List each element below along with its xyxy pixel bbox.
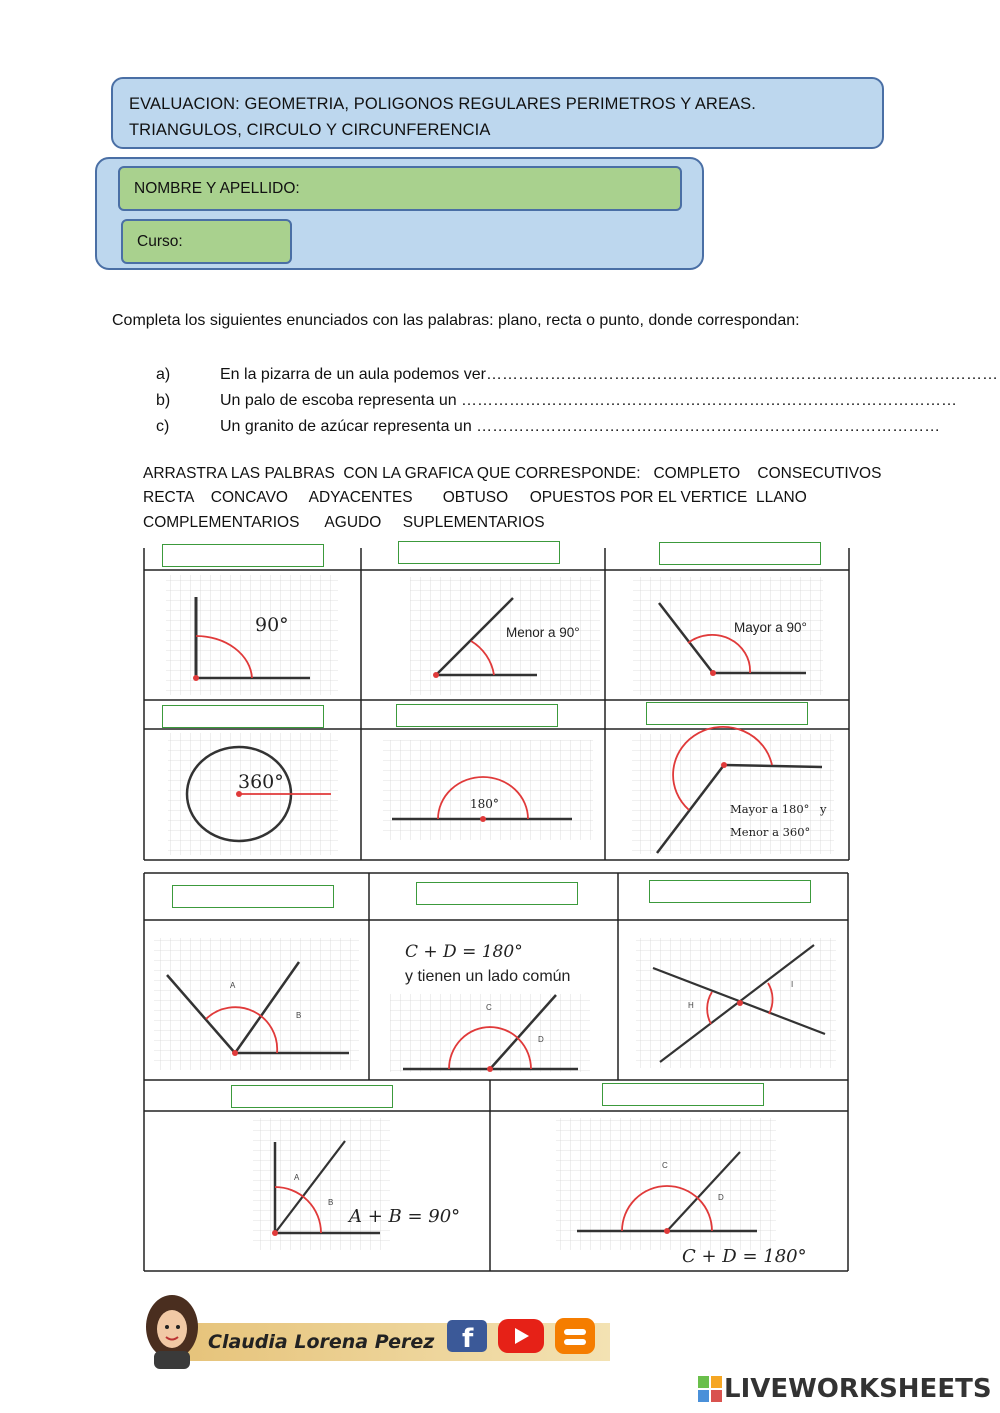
full-angle-figure [168,733,338,855]
right-angle-label: 90° [255,614,289,636]
consecutive-angles-figure [154,938,359,1070]
answer-box-right-angle[interactable] [162,544,324,567]
item-a-letter: a) [156,366,171,383]
author-banner [140,1293,615,1373]
blogger-icon [555,1318,595,1354]
acute-angle-label: Menor a 90° [506,625,580,640]
answer-box-consecutive[interactable] [172,885,334,908]
supplementary-equation: C + D = 180° [682,1246,807,1267]
worksheet-title: EVALUACION: GEOMETRIA, POLIGONOS REGULARES PERIMETROS Y AREAS. TRIANGULOS, CIRCULO Y CIRCUNFERENCIA [111,77,884,149]
obtuse-angle-label: Mayor a 90° [734,620,807,635]
reflex-angle-label-1: Mayor a 180° [730,802,810,816]
author-name: Claudia Lorena Perez [208,1331,435,1353]
svg-text:f: f [462,1324,474,1354]
adjacent-equation: C + D = 180° [405,942,523,962]
answer-box-complementary[interactable] [231,1085,393,1108]
obtuse-angle-figure [633,577,823,695]
answer-box-straight-angle[interactable] [396,704,558,727]
supplementary-label-d: D [718,1193,724,1202]
answer-box-obtuse-angle[interactable] [659,542,821,565]
liveworksheets-brand: LIVEWORKSHEETS [724,1374,992,1404]
answer-box-supplementary[interactable] [602,1083,764,1106]
answer-box-acute-angle[interactable] [398,541,560,564]
answer-box-vertical[interactable] [649,880,811,903]
straight-angle-figure [383,740,593,840]
reflex-angle-label-y: y [820,802,827,816]
item-c-letter: c) [156,418,170,435]
complementary-label-a: A [294,1173,300,1182]
liveworksheets-logo-icon [698,1376,722,1402]
adjacent-label-d: D [538,1035,544,1044]
answer-box-reflex-angle[interactable] [646,702,808,725]
acute-angle-figure [410,577,600,695]
reflex-angle-figure [632,727,834,854]
youtube-icon [498,1319,544,1353]
course-label: Curso: [137,232,183,250]
complementary-equation: A + B = 90° [349,1206,461,1227]
vertical-angles-figure [636,938,836,1068]
answer-box-adjacent[interactable] [416,882,578,905]
drag-instruction-line1: ARRASTRA LAS PALBRAS CON LA GRAFICA QUE CORRESPONDE: COMPLETO CONSECUTIVOS [143,465,882,482]
adjacent-note: y tienen un lado común [405,968,571,985]
item-b-text[interactable]: Un palo de escoba representa un ………………………………………………………………………………… [220,392,958,409]
vertical-label-h: H [688,1001,694,1010]
consecutive-label-b: B [296,1011,302,1020]
facebook-icon [447,1320,487,1354]
adjacent-label-c: C [486,1003,492,1012]
reflex-angle-label-2: Menor a 360° [730,825,811,839]
exercise1-instruction: Completa los siguientes enunciados con las palabras: plano, recta o punto, donde correspondan: [112,312,800,329]
complementary-label-b: B [328,1198,334,1207]
straight-angle-label: 180° [470,797,499,811]
item-c-text[interactable]: Un granito de azúcar representa un …………………………………………………………………………… [220,418,941,435]
right-angle-figure [166,575,338,695]
consecutive-label-a: A [230,981,236,990]
drag-instruction-line2: RECTA CONCAVO ADYACENTES OBTUSO OPUESTOS POR EL VERTICE LLANO [143,489,807,506]
complementary-angles-figure [253,1118,460,1250]
drag-instruction-line3: COMPLEMENTARIOS AGUDO SUPLEMENTARIOS [143,514,545,531]
vertical-label-i: I [791,980,794,989]
supplementary-label-c: C [662,1161,668,1170]
name-label: NOMBRE Y APELLIDO: [134,179,300,197]
item-b-letter: b) [156,392,171,409]
adjacent-angles-figure [390,942,590,1072]
answer-box-full-angle[interactable] [162,705,324,728]
full-angle-label: 360° [238,771,284,793]
supplementary-angles-figure [556,1118,807,1267]
item-a-text[interactable]: En la pizarra de un aula podemos ver…………………………………………………………………………………… [220,366,998,383]
